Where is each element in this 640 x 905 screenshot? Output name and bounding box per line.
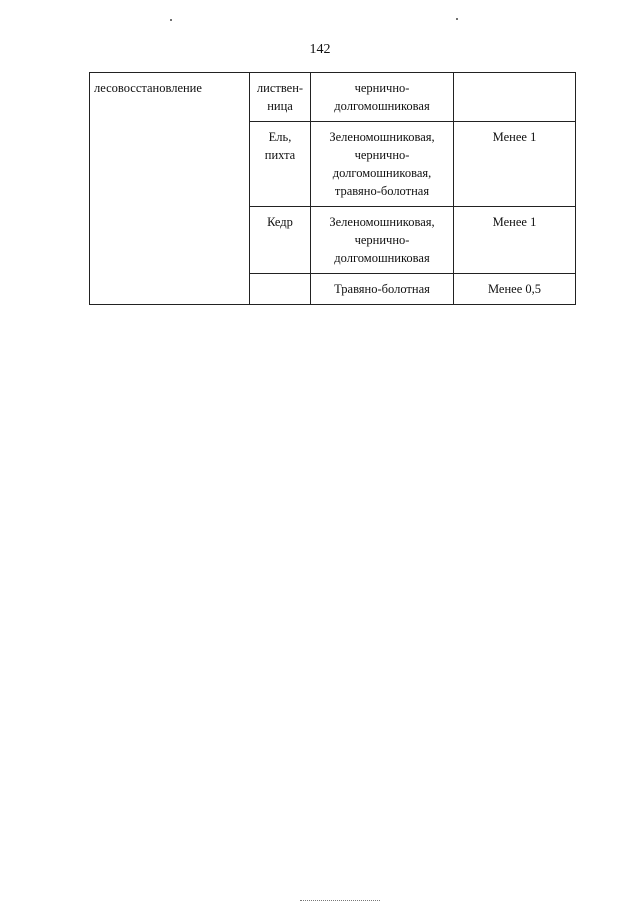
forest-type-text: долгомошниковая,	[332, 166, 432, 180]
scan-speck	[170, 19, 172, 21]
value-cell	[454, 274, 576, 305]
page-number: 142	[309, 42, 331, 57]
activity-label: лесовосстановление	[94, 81, 202, 95]
species-cell	[250, 73, 311, 122]
species-text: Кедр	[267, 215, 293, 229]
forest-type-text: долгомошниковая	[334, 99, 430, 113]
value-cell	[454, 73, 576, 122]
forest-type-text: Травяно-болотная	[334, 282, 430, 296]
species-text: ница	[267, 99, 293, 113]
species-text: Ель,	[268, 130, 292, 144]
forest-type-text: чернично-	[354, 148, 410, 162]
forest-type-text: Зеленомошниковая,	[329, 215, 435, 229]
species-cell	[250, 207, 311, 274]
forest-type-cell	[311, 274, 454, 305]
forest-restoration-table	[89, 72, 576, 305]
scan-edge-mark	[300, 900, 380, 901]
forest-type-text: чернично-	[354, 81, 410, 95]
value-text: Менее 1	[492, 130, 537, 144]
forest-type-cell	[311, 122, 454, 207]
species-cell	[250, 274, 311, 305]
value-text: Менее 0,5	[487, 282, 542, 296]
value-cell	[454, 207, 576, 274]
table-row	[90, 73, 576, 122]
value-cell	[454, 122, 576, 207]
forest-type-text: травяно-болотная	[334, 184, 430, 198]
forest-type-cell	[311, 207, 454, 274]
species-cell	[250, 122, 311, 207]
species-text: листвен-	[256, 81, 304, 95]
species-text: пихта	[264, 148, 296, 162]
value-text: Менее 1	[492, 215, 537, 229]
forest-type-text: Зеленомошниковая,	[329, 130, 435, 144]
scan-speck	[456, 18, 458, 20]
forest-type-text: долгомошниковая	[334, 251, 430, 265]
activity-cell	[90, 73, 250, 305]
forest-type-cell	[311, 73, 454, 122]
forest-type-text: чернично-	[354, 233, 410, 247]
